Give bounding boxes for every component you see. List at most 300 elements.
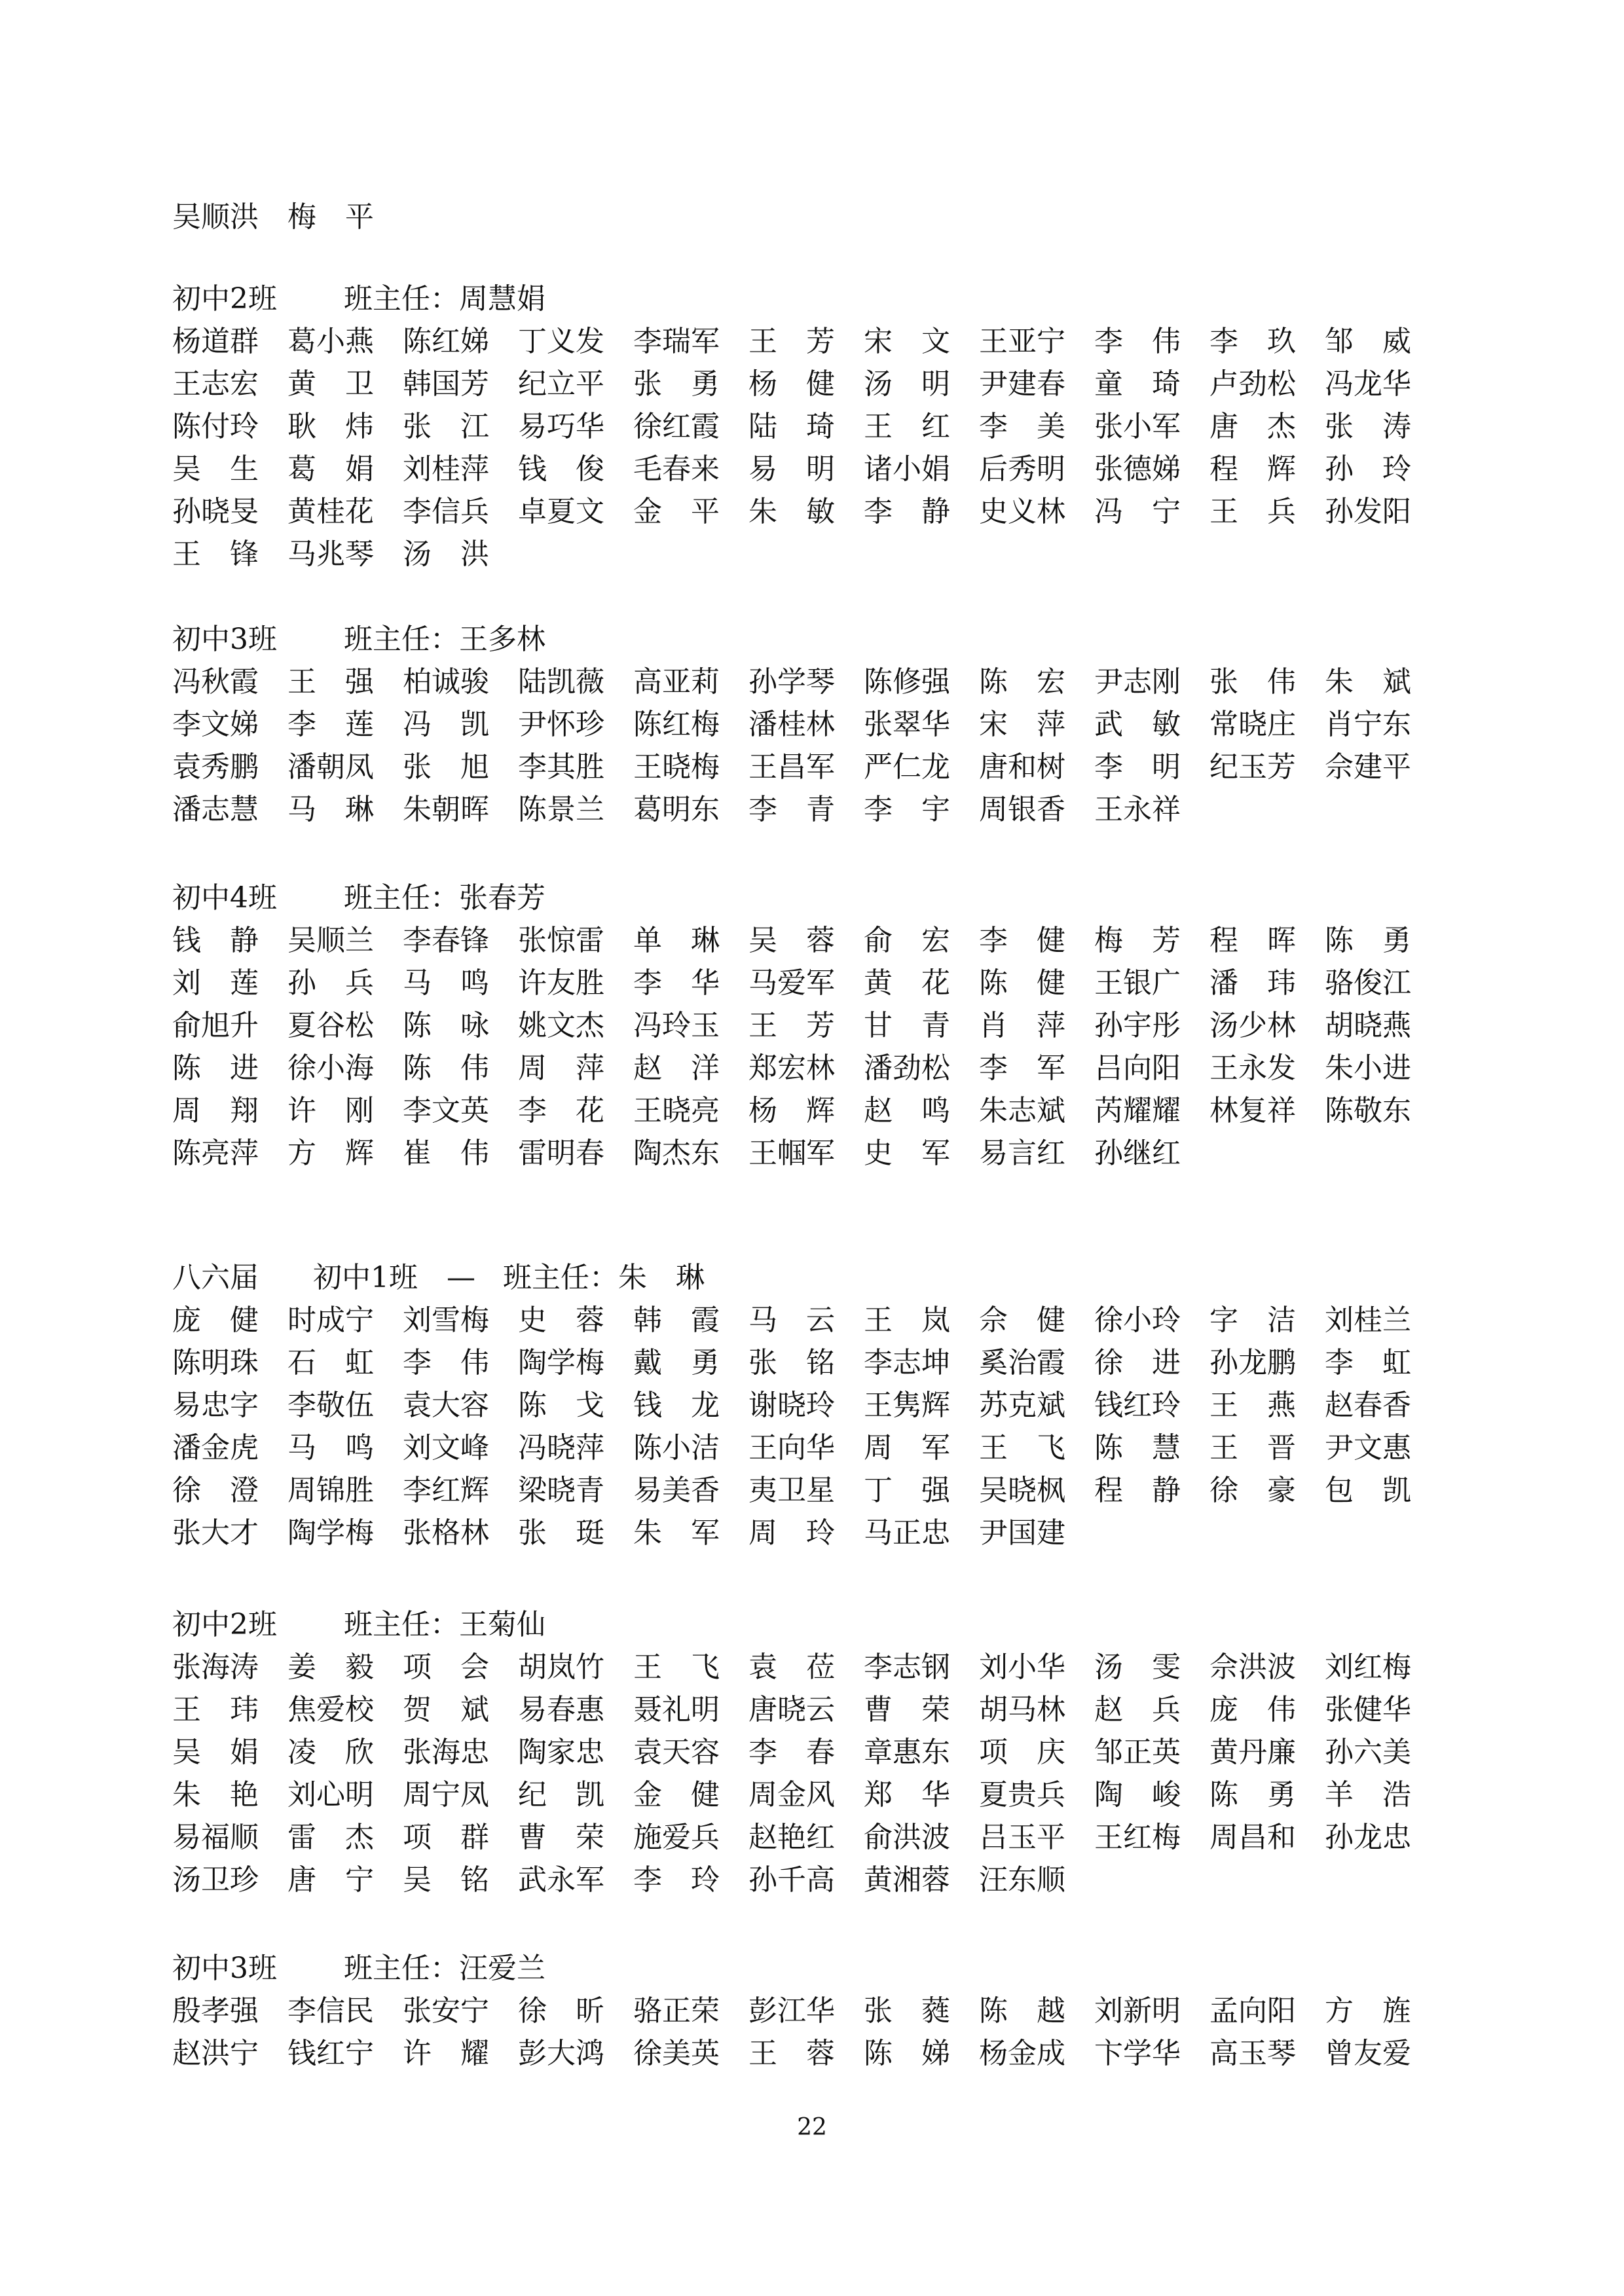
- student-name: 夷卫星: [748, 1474, 835, 1507]
- student-name: 朱军: [633, 1516, 720, 1550]
- student-name: 易忠字: [172, 1389, 259, 1422]
- name-row: [172, 448, 1462, 490]
- student-name: 孙晓旻: [172, 495, 259, 528]
- student-name: 张德娣: [1094, 452, 1181, 486]
- student-name: 汤明: [864, 367, 950, 401]
- student-name: 宋文: [864, 325, 950, 358]
- student-name: 胡晓燕: [1325, 1009, 1411, 1042]
- student-name: 陶峻: [1094, 1778, 1181, 1812]
- student-name: 冯凯: [403, 708, 489, 741]
- student-name: 夏谷松: [287, 1009, 374, 1042]
- student-name: 方旌: [1325, 1994, 1411, 2028]
- student-name: 常晓庄: [1209, 708, 1296, 741]
- student-name: 马正忠: [864, 1516, 950, 1550]
- student-name: 字洁: [1209, 1303, 1296, 1337]
- student-name: 曾友爱: [1325, 2037, 1411, 2070]
- student-name: 葛小燕: [287, 325, 374, 358]
- student-name: 史义林: [979, 495, 1065, 528]
- student-name: 施爱兵: [633, 1821, 720, 1854]
- student-name: 包凯: [1325, 1474, 1411, 1507]
- student-name: 纪立平: [518, 367, 604, 401]
- student-name: 周萍: [518, 1051, 604, 1085]
- student-name: 尹志刚: [1094, 665, 1181, 699]
- class-heading: [172, 278, 1462, 320]
- student-name: 马鸣: [403, 966, 489, 1000]
- student-name: 李莲: [287, 708, 374, 741]
- student-name: 雷明春: [518, 1137, 604, 1170]
- student-name: 程辉: [1209, 452, 1296, 486]
- student-name: 卢劲松: [1209, 367, 1296, 401]
- student-name: 李红辉: [403, 1474, 489, 1507]
- student-name: 吴娟: [172, 1736, 259, 1769]
- student-name: 王红: [864, 410, 950, 443]
- student-name: 李明: [1094, 750, 1181, 784]
- student-name: 孙继红: [1094, 1137, 1181, 1170]
- student-name: 周昌和: [1209, 1821, 1296, 1854]
- student-name: 孙千高: [748, 1863, 835, 1897]
- class-heading: [172, 1604, 1462, 1646]
- student-name: 方辉: [287, 1137, 374, 1170]
- student-name: 童琦: [1094, 367, 1181, 401]
- student-name: 庞伟: [1209, 1693, 1296, 1726]
- student-name: 卓夏文: [518, 495, 604, 528]
- student-name: 谢晓玲: [748, 1389, 835, 1422]
- student-name: 武永军: [518, 1863, 604, 1897]
- student-name: 李伟: [403, 1346, 489, 1379]
- student-name: 孙发阳: [1325, 495, 1411, 528]
- student-name: 甘青: [864, 1009, 950, 1042]
- class-heading: [172, 1948, 1462, 1990]
- student-name: 葛娟: [287, 452, 374, 486]
- head-teacher-label: 班主任：王菊仙: [344, 1608, 545, 1641]
- student-name: 袁天容: [633, 1736, 720, 1769]
- name-row: [172, 1048, 1462, 1089]
- student-name: 冯晓萍: [518, 1431, 604, 1465]
- student-name: 宋萍: [979, 708, 1065, 741]
- student-name: 后秀明: [979, 452, 1065, 486]
- student-name: 周军: [864, 1431, 950, 1465]
- student-name: 王飞: [633, 1650, 720, 1684]
- student-name: 程晖: [1209, 924, 1296, 957]
- student-name: 赵洪宁: [172, 2037, 259, 2070]
- name-row: [172, 534, 1462, 575]
- student-name: 李健: [979, 924, 1065, 957]
- student-name: 黄桂花: [287, 495, 374, 528]
- student-name: 周玲: [748, 1516, 835, 1550]
- student-name: 姚文杰: [518, 1009, 604, 1042]
- name-row: [172, 1647, 1462, 1688]
- student-name: 史蓉: [518, 1303, 604, 1337]
- name-row: [172, 1732, 1462, 1774]
- student-name: 葛明东: [633, 793, 720, 826]
- student-name: 陈越: [979, 1994, 1065, 2028]
- student-name: 陈景兰: [518, 793, 604, 826]
- student-name: 程静: [1094, 1474, 1181, 1507]
- student-name: 杨辉: [748, 1094, 835, 1127]
- student-name: 王燕: [1209, 1389, 1296, 1422]
- student-name: 王飞: [979, 1431, 1065, 1465]
- student-name: 张铭: [748, 1346, 835, 1379]
- student-name: 朱朝晖: [403, 793, 489, 826]
- student-name: 李美: [979, 410, 1065, 443]
- student-name: 袁莅: [748, 1650, 835, 1684]
- student-name: 姜毅: [287, 1650, 374, 1684]
- student-name: 张格林: [403, 1516, 489, 1550]
- student-name: 胡岚竹: [518, 1650, 604, 1684]
- student-name: 王志宏: [172, 367, 259, 401]
- student-name: 李青: [748, 793, 835, 826]
- student-name: 卞学华: [1094, 2037, 1181, 2070]
- name-row: [172, 491, 1462, 533]
- student-name: 凌欣: [287, 1736, 374, 1769]
- student-name: 梅芳: [1094, 924, 1181, 957]
- class-label: 初中1班 —: [313, 1261, 475, 1294]
- graduation-year-label: 八六届: [172, 1261, 259, 1294]
- student-name: 钱红玲: [1094, 1389, 1181, 1422]
- student-name: 胡马林: [979, 1693, 1065, 1726]
- student-name: 朱志斌: [979, 1094, 1065, 1127]
- student-name: 吴蓉: [748, 924, 835, 957]
- student-name: 王银广: [1094, 966, 1181, 1000]
- student-name: 聂礼明: [633, 1693, 720, 1726]
- student-name: 陈娣: [864, 2037, 950, 2070]
- student-name: 陈明珠: [172, 1346, 259, 1379]
- class-heading: [172, 1257, 1462, 1299]
- student-name: 李伟: [1094, 325, 1181, 358]
- student-name: 徐昕: [518, 1994, 604, 2028]
- student-name: 李其胜: [518, 750, 604, 784]
- student-name: 陈宏: [979, 665, 1065, 699]
- student-name: 马爱军: [748, 966, 835, 1000]
- student-name: 周银香: [979, 793, 1065, 826]
- student-name: 陆琦: [748, 410, 835, 443]
- student-name: 肖宁东: [1325, 708, 1411, 741]
- student-name: 佘建平: [1325, 750, 1411, 784]
- student-name: 周金风: [748, 1778, 835, 1812]
- student-name: 孙六美: [1325, 1736, 1411, 1769]
- student-name: 金平: [633, 495, 720, 528]
- student-name: 陈咏: [403, 1009, 489, 1042]
- student-name: 尹国建: [979, 1516, 1065, 1550]
- student-name: 李华: [633, 966, 720, 1000]
- student-name: 陈伟: [403, 1051, 489, 1085]
- name-row: [172, 1133, 1462, 1175]
- student-name: 周翔: [172, 1094, 259, 1127]
- name-row: [172, 363, 1462, 405]
- student-name: 徐红霞: [633, 410, 720, 443]
- student-name: 诸小娟: [864, 452, 950, 486]
- student-name: 吕玉平: [979, 1821, 1065, 1854]
- student-name: 易言红: [979, 1137, 1065, 1170]
- student-name: 李虹: [1325, 1346, 1411, 1379]
- student-name: 高亚莉: [633, 665, 720, 699]
- student-name: 黄湘蓉: [864, 1863, 950, 1897]
- student-name: 陈戈: [518, 1389, 604, 1422]
- student-name: 汪东顺: [979, 1863, 1065, 1897]
- student-name: 冯龙华: [1325, 367, 1411, 401]
- student-name: 冯玲玉: [633, 1009, 720, 1042]
- student-name: 殷孝强: [172, 1994, 259, 2028]
- student-name: 刘心明: [287, 1778, 374, 1812]
- student-name: 李信兵: [403, 495, 489, 528]
- student-name: 李军: [979, 1051, 1065, 1085]
- student-name: 李春: [748, 1736, 835, 1769]
- student-name: 俞宏: [864, 924, 950, 957]
- student-name: 雷杰: [287, 1821, 374, 1854]
- student-name: 夏贵兵: [979, 1778, 1065, 1812]
- student-name: 芮耀耀: [1094, 1094, 1181, 1127]
- name-row: [172, 321, 1462, 363]
- student-name: 刘桂萍: [403, 452, 489, 486]
- student-name: 陈健: [979, 966, 1065, 1000]
- student-name: 马兆琴: [287, 538, 374, 571]
- student-name: 柏诚骏: [403, 665, 489, 699]
- head-teacher-label: 班主任：朱 琳: [503, 1261, 705, 1294]
- student-name: 彭江华: [748, 1994, 835, 2028]
- student-name: 王强: [287, 665, 374, 699]
- student-name: 张大才: [172, 1516, 259, 1550]
- student-name: 项会: [403, 1650, 489, 1684]
- student-name: 高玉琴: [1209, 2037, 1296, 2070]
- student-name: 曹荣: [864, 1693, 950, 1726]
- name-row: [172, 1689, 1462, 1731]
- student-name: 易巧华: [518, 410, 604, 443]
- student-name: 周锦胜: [287, 1474, 374, 1507]
- student-name: 刘新明: [1094, 1994, 1181, 2028]
- student-name: 曹荣: [518, 1821, 604, 1854]
- name-row: [172, 2033, 1462, 2075]
- name-row: [172, 789, 1462, 831]
- student-name: 钱红宁: [287, 2037, 374, 2070]
- student-name: 武敏: [1094, 708, 1181, 741]
- name-row: [172, 406, 1462, 448]
- student-name: 纪玉芳: [1209, 750, 1296, 784]
- student-name: 汤卫珍: [172, 1863, 259, 1897]
- student-name: 张海忠: [403, 1736, 489, 1769]
- student-name: 吴晓枫: [979, 1474, 1065, 1507]
- student-name: 赵兵: [1094, 1693, 1181, 1726]
- student-name: 金健: [633, 1778, 720, 1812]
- student-name: 吴顺洪: [172, 200, 259, 234]
- student-name: 唐晓云: [748, 1693, 835, 1726]
- student-name: 周宁凤: [403, 1778, 489, 1812]
- student-name: 刘桂兰: [1325, 1303, 1411, 1337]
- head-teacher-label: 班主任：汪爱兰: [344, 1952, 545, 1985]
- student-name: 王蓉: [748, 2037, 835, 2070]
- student-name: 李春锋: [403, 924, 489, 957]
- student-name: 骆正荣: [633, 1994, 720, 2028]
- student-name: 王红梅: [1094, 1821, 1181, 1854]
- student-name: 韩国芳: [403, 367, 489, 401]
- student-name: 尹怀珍: [518, 708, 604, 741]
- student-name: 毛春来: [633, 452, 720, 486]
- student-name: 苏克斌: [979, 1389, 1065, 1422]
- student-name: 陶杰东: [633, 1137, 720, 1170]
- student-name: 吴顺兰: [287, 924, 374, 957]
- class-label: 初中3班: [172, 1952, 277, 1985]
- student-name: 张珽: [518, 1516, 604, 1550]
- student-name: 王亚宁: [979, 325, 1065, 358]
- student-name: 李敬伍: [287, 1389, 374, 1422]
- student-name: 李信民: [287, 1994, 374, 2028]
- name-row: [172, 1817, 1462, 1859]
- student-name: 刘红梅: [1325, 1650, 1411, 1684]
- student-name: 丁义发: [518, 325, 604, 358]
- student-name: 陈慧: [1094, 1431, 1181, 1465]
- student-name: 易明: [748, 452, 835, 486]
- student-name: 孟向阳: [1209, 1994, 1296, 2028]
- student-name: 王永发: [1209, 1051, 1296, 1085]
- student-name: 吴铭: [403, 1863, 489, 1897]
- name-row: [172, 920, 1462, 962]
- student-name: 徐小海: [287, 1051, 374, 1085]
- student-name: 孙龙忠: [1325, 1821, 1411, 1854]
- student-name: 张伟: [1209, 665, 1296, 699]
- student-name: 黄花: [864, 966, 950, 1000]
- student-name: 陶学梅: [518, 1346, 604, 1379]
- student-name: 钱龙: [633, 1389, 720, 1422]
- student-name: 潘桂林: [748, 708, 835, 741]
- student-name: 羊浩: [1325, 1778, 1411, 1812]
- student-name: 尹建春: [979, 367, 1065, 401]
- student-name: 刘雪梅: [403, 1303, 489, 1337]
- student-name: 纪凯: [518, 1778, 604, 1812]
- student-name: 孙学琴: [748, 665, 835, 699]
- student-name: 朱艳: [172, 1778, 259, 1812]
- student-name: 张海涛: [172, 1650, 259, 1684]
- student-name: 汤少林: [1209, 1009, 1296, 1042]
- student-name: 徐澄: [172, 1474, 259, 1507]
- student-name: 潘朝凤: [287, 750, 374, 784]
- student-name: 王晓梅: [633, 750, 720, 784]
- student-name: 贺斌: [403, 1693, 489, 1726]
- student-name: 汤雯: [1094, 1650, 1181, 1684]
- head-teacher-label: 班主任：张春芳: [344, 881, 545, 915]
- student-name: 朱小进: [1325, 1051, 1411, 1085]
- name-row: [172, 1005, 1462, 1047]
- student-name: 林复祥: [1209, 1094, 1296, 1127]
- student-name: 张蕤: [864, 1994, 950, 2028]
- student-name: 陈付玲: [172, 410, 259, 443]
- student-name: 许刚: [287, 1094, 374, 1127]
- student-name: 王晋: [1209, 1431, 1296, 1465]
- student-name: 黄丹廉: [1209, 1736, 1296, 1769]
- student-name: 李瑞军: [633, 325, 720, 358]
- head-teacher-label: 班主任：周慧娟: [344, 282, 545, 316]
- student-name: 杨金成: [979, 2037, 1065, 2070]
- student-name: 王昌军: [748, 750, 835, 784]
- student-name: 焦爱校: [287, 1693, 374, 1726]
- student-name: 马鸣: [287, 1431, 374, 1465]
- name-row: [172, 1342, 1462, 1384]
- student-name: 彭大鸿: [518, 2037, 604, 2070]
- student-name: 徐小玲: [1094, 1303, 1181, 1337]
- student-name: 章惠东: [864, 1736, 950, 1769]
- name-row: [172, 1090, 1462, 1132]
- student-name: 邹威: [1325, 325, 1411, 358]
- student-name: 佘健: [979, 1303, 1065, 1337]
- name-row: [172, 746, 1462, 788]
- student-name: 唐宁: [287, 1863, 374, 1897]
- name-row: [172, 704, 1462, 746]
- class-label: 初中3班: [172, 623, 277, 656]
- student-name: 佘洪波: [1209, 1650, 1296, 1684]
- name-row: [172, 1300, 1462, 1341]
- student-name: 孙玲: [1325, 452, 1411, 486]
- student-name: 陈勇: [1209, 1778, 1296, 1812]
- student-name: 王隽辉: [864, 1389, 950, 1422]
- student-name: 王岚: [864, 1303, 950, 1337]
- student-name: 冯秋霞: [172, 665, 259, 699]
- name-row: [172, 661, 1462, 703]
- student-name: 孙宇彤: [1094, 1009, 1181, 1042]
- student-name: 王永祥: [1094, 793, 1181, 826]
- head-teacher-label: 班主任：王多林: [344, 623, 545, 656]
- student-name: 项庆: [979, 1736, 1065, 1769]
- student-name: 梁晓青: [518, 1474, 604, 1507]
- student-name: 李花: [518, 1094, 604, 1127]
- student-name: 史军: [864, 1137, 950, 1170]
- student-name: 韩霞: [633, 1303, 720, 1337]
- student-name: 徐进: [1094, 1346, 1181, 1379]
- student-name: 陈红梅: [633, 708, 720, 741]
- class-heading: [172, 877, 1462, 919]
- student-name: 赵洋: [633, 1051, 720, 1085]
- student-name: 潘劲松: [864, 1051, 950, 1085]
- student-name: 张安宁: [403, 1994, 489, 2028]
- student-name: 单琳: [633, 924, 720, 957]
- student-name: 赵艳红: [748, 1821, 835, 1854]
- student-name: 钱静: [172, 924, 259, 957]
- student-name: 王锋: [172, 538, 259, 571]
- student-name: 易福顺: [172, 1821, 259, 1854]
- class-label: 初中2班: [172, 1608, 277, 1641]
- student-name: 吴生: [172, 452, 259, 486]
- student-name: 张涛: [1325, 410, 1411, 443]
- student-name: 唐杰: [1209, 410, 1296, 443]
- student-name: 陈亮萍: [172, 1137, 259, 1170]
- student-name: 王晓亮: [633, 1094, 720, 1127]
- student-name: 王玮: [172, 1693, 259, 1726]
- student-name: 李玖: [1209, 325, 1296, 358]
- name-row: [172, 196, 1462, 238]
- student-name: 易春惠: [518, 1693, 604, 1726]
- student-name: 陈小洁: [633, 1431, 720, 1465]
- student-name: 张惊雷: [518, 924, 604, 957]
- student-name: 李文英: [403, 1094, 489, 1127]
- student-name: 马云: [748, 1303, 835, 1337]
- student-name: 骆俊江: [1325, 966, 1411, 1000]
- student-name: 郑华: [864, 1778, 950, 1812]
- student-name: 许耀: [403, 2037, 489, 2070]
- student-name: 石虹: [287, 1346, 374, 1379]
- student-name: 李宇: [864, 793, 950, 826]
- student-name: 朱敏: [748, 495, 835, 528]
- student-name: 孙兵: [287, 966, 374, 1000]
- student-name: 冯宁: [1094, 495, 1181, 528]
- student-name: 王芳: [748, 325, 835, 358]
- student-name: 耿炜: [287, 410, 374, 443]
- student-name: 刘莲: [172, 966, 259, 1000]
- student-name: 袁秀鹏: [172, 750, 259, 784]
- student-name: 汤洪: [403, 538, 489, 571]
- student-name: 张勇: [633, 367, 720, 401]
- student-name: 唐和树: [979, 750, 1065, 784]
- student-name: 庞健: [172, 1303, 259, 1337]
- student-name: 潘玮: [1209, 966, 1296, 1000]
- student-name: 丁强: [864, 1474, 950, 1507]
- page-number: 22: [797, 2114, 827, 2141]
